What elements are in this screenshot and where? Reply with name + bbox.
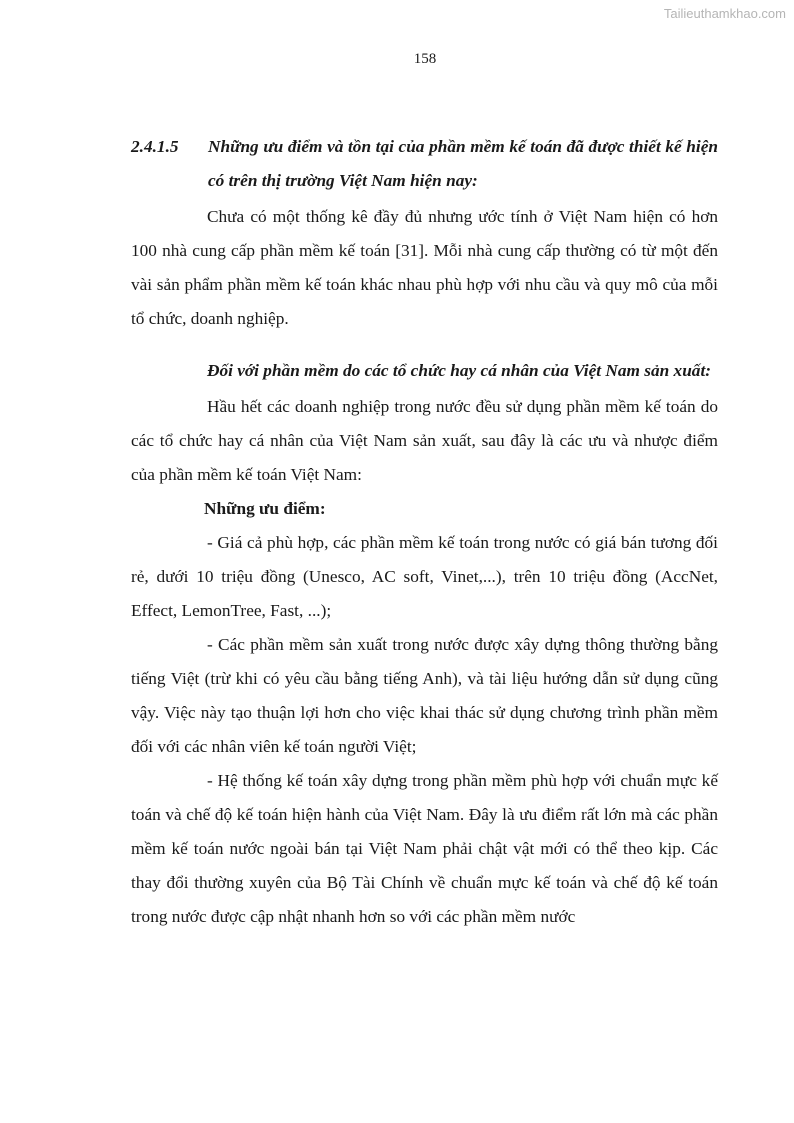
document-body xyxy=(131,130,718,934)
watermark: Tailieuthamkhao.com xyxy=(663,6,786,21)
advantage-item: - Các phần mềm sản xuất trong nước được xây dựng thông thường bằng tiếng Việt (trừ khi có yêu cầu bằng tiếng Anh), và tài liệu hướng dẫn sử dụng cũng vậy. Việc này tạo thuận lợi hơn cho việc khai thác sử dụng chương trình phần mềm đối với các nhân viên kế toán người Việt; xyxy=(131,635,718,756)
section-heading xyxy=(131,130,718,198)
page-number: 158 xyxy=(413,51,437,67)
advantage-item: - Hệ thống kế toán xây dựng trong phần mềm phù hợp với chuẩn mực kế toán và chế độ kế toán hiện hành của Việt Nam. Đây là ưu điểm rất lớn mà các phần mềm kế toán nước ngoài bán tại Việt Nam phải chật vật mới có thể theo kịp. Các thay đổi thường xuyên của Bộ Tài Chính về chuẩn mực kế toán và chế độ kế toán trong nước được cập nhật nhanh hơn so với các phần mềm nước xyxy=(131,771,718,926)
advantage-item: - Giá cả phù hợp, các phần mềm kế toán trong nước có giá bán tương đối rẻ, dưới 10 triệu đồng (Unesco, AC soft, Vinet,...), trên 10 triệu đồng (AccNet, Effect, LemonTree, Fast, ...); xyxy=(131,533,718,620)
section-title: Những ưu điểm và tồn tại của phần mềm kế toán đã được thiết kế hiện có trên thị trường Việt Nam hiện nay: xyxy=(208,137,718,190)
paragraph: Hầu hết các doanh nghiệp trong nước đều sử dụng phần mềm kế toán do các tổ chức hay cá nhân của Việt Nam sản xuất, sau đây là các ưu và nhược điểm của phần mềm kế toán Việt Nam: xyxy=(131,397,718,484)
advantages-title: Những ưu điểm: xyxy=(204,499,326,518)
section-number: 2.4.1.5 xyxy=(131,137,179,156)
subheading: Đối với phần mềm do các tổ chức hay cá nhân của Việt Nam sản xuất: xyxy=(207,361,711,380)
intro-paragraph: Chưa có một thống kê đầy đủ nhưng ước tính ở Việt Nam hiện có hơn 100 nhà cung cấp phần mềm kế toán [31]. Mỗi nhà cung cấp thường có từ một đến vài sản phẩm phần mềm kế toán khác nhau phù hợp với nhu cầu và quy mô của mỗi tổ chức, doanh nghiệp. xyxy=(131,207,718,328)
